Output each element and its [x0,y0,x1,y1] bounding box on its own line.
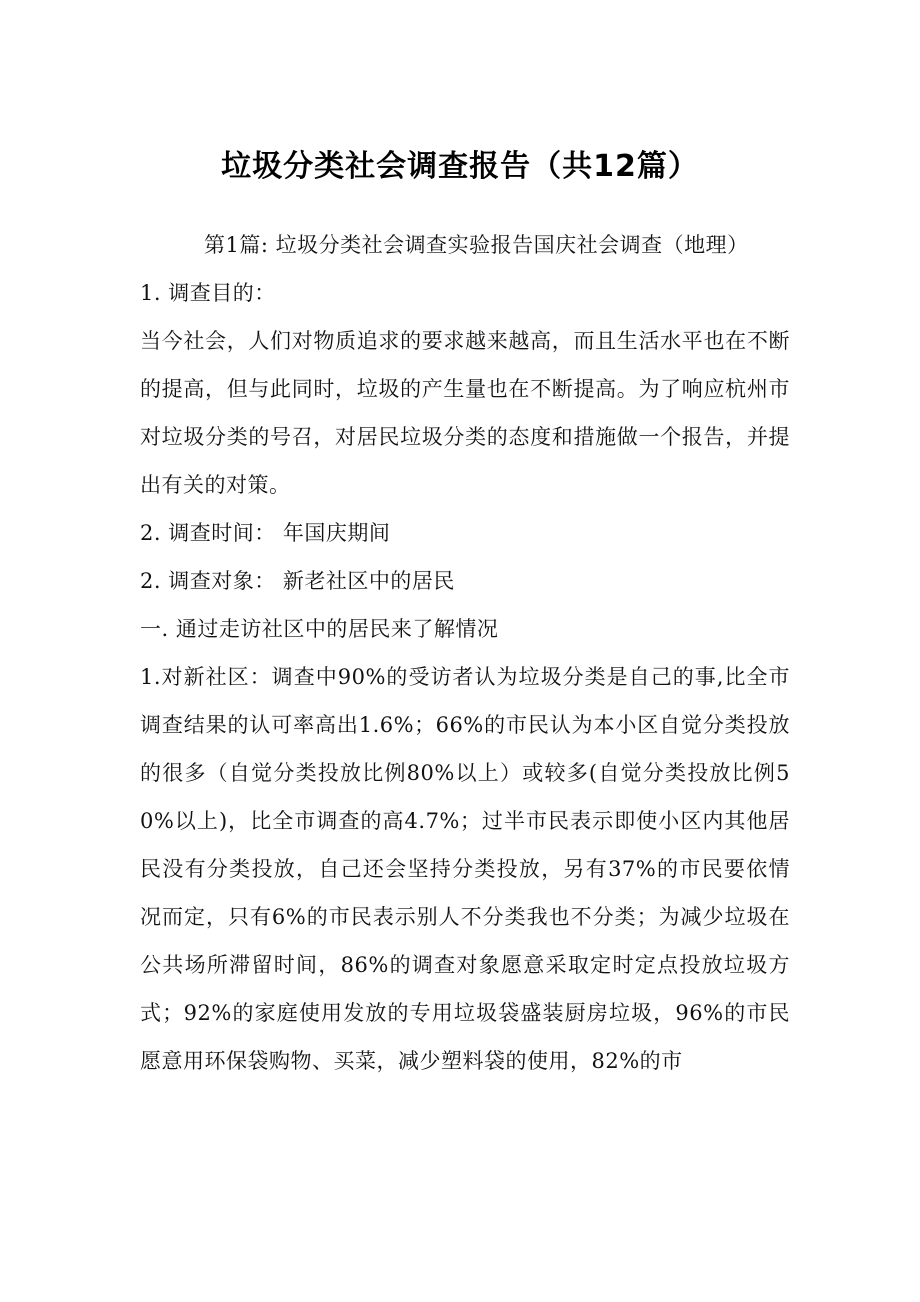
document-body [140,221,790,1085]
subheading-purpose: 1. 调查目的： [140,281,276,305]
subheading-time: 2. 调查时间： 年国庆期间 [140,521,391,545]
subheading-target: 2. 调查对象： 新老社区中的居民 [140,569,455,593]
document-title: 垃圾分类社会调查报告（共12篇） [221,149,699,184]
paragraph-purpose: 当今社会，人们对物质追求的要求越来越高，而且生活水平也在不断的提高，但与此同时，垃圾的产生量也在不断提高。为了响应杭州市对垃圾分类的号召，对居民垃圾分类的态度和措施做一个报告，并提出有关的对策。 [140,329,790,497]
paragraph-new-community: 1.对新社区：调查中90%的受访者认为垃圾分类是自己的事,比全市调查结果的认可率高出1.6%；66%的市民认为本小区自觉分类投放的很多（自觉分类投放比例80%以上）或较多(自觉分类投放比例50%以上)，比全市调查的高4.7%；过半市民表示即使小区内其他居民没有分类投放，自己还会坚持分类投放，另有37%的市民要依情况而定，只有6%的市民表示别人不分类我也不分类；为减少垃圾在公共场所滞留时间，86%的调查对象愿意采取定时定点投放垃圾方式；92%的家庭使用发放的专用垃圾袋盛装厨房垃圾，96%的市民愿意用环保袋购物、买菜，减少塑料袋的使用，82%的市 [140,665,790,1073]
subheading-method: 一. 通过走访社区中的居民来了解情况 [140,617,499,641]
section-heading: 第1篇: 垃圾分类社会调查实验报告国庆社会调查（地理） [204,233,749,257]
